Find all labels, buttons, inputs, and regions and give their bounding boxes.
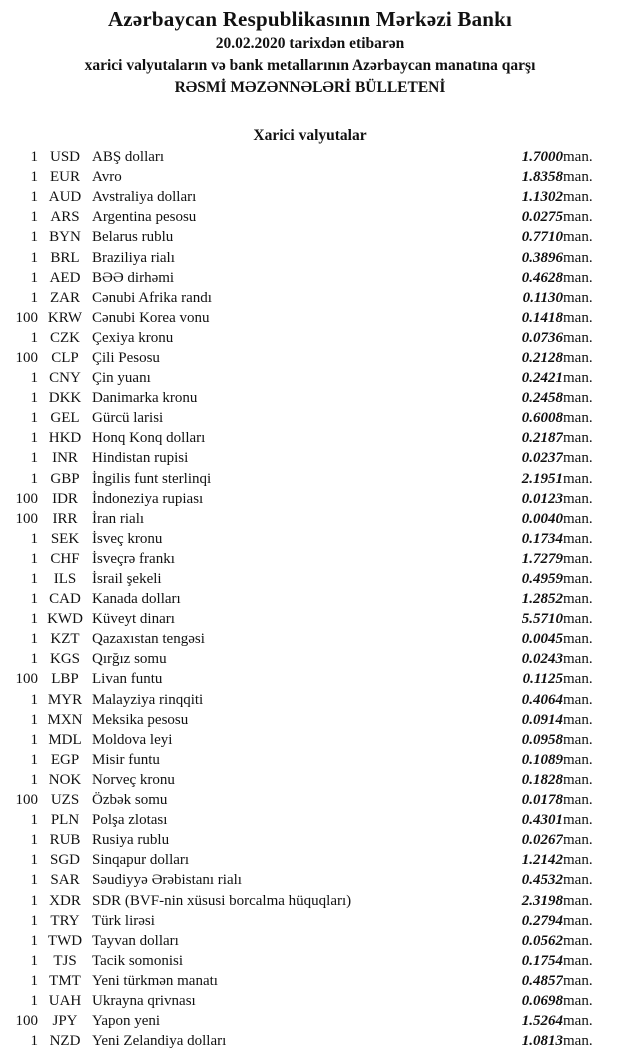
rate-value: 1.2852 xyxy=(521,591,563,608)
rate-value: 0.0736 xyxy=(521,329,563,346)
rate-row xyxy=(0,911,620,931)
bulletin-header xyxy=(0,0,620,99)
currency-name: Cənubi Afrika randı xyxy=(92,289,212,306)
currency-code: MXN xyxy=(47,711,83,728)
rate-value: 1.0813 xyxy=(521,1033,563,1050)
rate-row xyxy=(0,690,620,710)
rate-row xyxy=(0,247,620,267)
rate-row xyxy=(0,649,620,669)
unit-label: man. xyxy=(563,631,593,648)
quantity-value: 1 xyxy=(30,812,38,829)
currency-name: Qırğız somu xyxy=(92,651,167,668)
unit-label: man. xyxy=(563,591,593,608)
currency-name: Avro xyxy=(92,169,122,186)
quantity-value: 1 xyxy=(30,591,38,608)
unit-label: man. xyxy=(563,269,593,286)
rate-value: 1.1302 xyxy=(521,189,563,206)
rate-value: 0.4959 xyxy=(521,571,563,588)
rate-value: 2.3198 xyxy=(521,892,563,909)
rate-value: 0.6008 xyxy=(521,410,563,427)
currency-name: Tacik somonisi xyxy=(92,952,184,969)
unit-label: man. xyxy=(563,892,593,909)
currency-name: Qazaxıstan tengəsi xyxy=(92,631,205,648)
currency-code: NOK xyxy=(48,771,82,788)
currency-name: İran rialı xyxy=(92,510,145,527)
quantity-value: 1 xyxy=(30,711,38,728)
rate-value: 1.8358 xyxy=(521,169,563,186)
rate-row xyxy=(0,167,620,187)
unit-label: man. xyxy=(563,229,593,246)
currency-code: TMT xyxy=(49,972,81,989)
rate-row xyxy=(0,790,620,810)
rate-row xyxy=(0,388,620,408)
rate-row xyxy=(0,890,620,910)
quantity-value: 1 xyxy=(30,852,38,869)
unit-label: man. xyxy=(563,731,593,748)
rate-value: 0.0237 xyxy=(521,450,563,467)
rate-row xyxy=(0,529,620,549)
currency-code: AED xyxy=(49,269,81,286)
rate-row xyxy=(0,408,620,428)
quantity-value: 100 xyxy=(15,1013,38,1030)
rate-row xyxy=(0,308,620,328)
unit-label: man. xyxy=(563,972,593,989)
unit-label: man. xyxy=(563,611,593,628)
rate-value: 0.1089 xyxy=(521,751,563,768)
exchange-rates-table xyxy=(0,147,620,1051)
currency-code: XDR xyxy=(49,892,81,909)
currency-name: Norveç kronu xyxy=(92,771,175,788)
rate-value: 0.4301 xyxy=(521,812,563,829)
currency-code: KRW xyxy=(47,309,83,326)
currency-code: NZD xyxy=(49,1033,81,1050)
currency-name: SDR (BVF-nin xüsusi borcalma hüquqları) xyxy=(92,892,352,909)
unit-label: man. xyxy=(563,490,593,507)
rate-value: 0.0698 xyxy=(521,992,563,1009)
currency-code: SEK xyxy=(50,530,80,547)
quantity-value: 100 xyxy=(15,792,38,809)
currency-code: DKK xyxy=(48,390,82,407)
unit-label: man. xyxy=(563,571,593,588)
rate-value: 1.7279 xyxy=(521,550,563,567)
quantity-value: 100 xyxy=(15,349,38,366)
unit-label: man. xyxy=(563,450,593,467)
rate-value: 0.0178 xyxy=(521,792,563,809)
rate-value: 0.0243 xyxy=(521,651,563,668)
rate-value: 2.1951 xyxy=(521,470,563,487)
rate-row xyxy=(0,328,620,348)
rate-row xyxy=(0,971,620,991)
rate-value: 0.0045 xyxy=(521,631,563,648)
quantity-value: 100 xyxy=(15,671,38,688)
quantity-value: 1 xyxy=(30,631,38,648)
rate-row xyxy=(0,489,620,509)
currency-code: CLP xyxy=(51,349,79,366)
rate-value: 0.3896 xyxy=(521,249,563,266)
quantity-value: 1 xyxy=(30,952,38,969)
quantity-value: 1 xyxy=(30,269,38,286)
currency-code: JPY xyxy=(52,1013,78,1030)
currency-name: Moldova leyi xyxy=(92,731,173,748)
quantity-value: 1 xyxy=(30,751,38,768)
currency-name: Sinqapur dolları xyxy=(92,852,190,869)
rate-row xyxy=(0,991,620,1011)
rate-value: 0.2421 xyxy=(521,370,563,387)
currency-name: Çin yuanı xyxy=(92,370,151,387)
rate-row xyxy=(0,589,620,609)
bank-title: Azərbaycan Respublikasının Mərkəzi Bankı xyxy=(107,7,513,31)
currency-name: Türk lirəsi xyxy=(92,912,155,929)
rate-value: 0.0562 xyxy=(521,932,563,949)
quantity-value: 100 xyxy=(15,309,38,326)
currency-name: Malayziya rinqqiti xyxy=(92,691,204,708)
unit-label: man. xyxy=(563,771,593,788)
rate-value: 1.7000 xyxy=(521,149,563,166)
rate-value: 0.1754 xyxy=(521,952,563,969)
unit-label: man. xyxy=(563,1033,593,1050)
rate-value: 0.1418 xyxy=(521,309,563,326)
currency-name: Gürcü larisi xyxy=(92,410,164,427)
quantity-value: 1 xyxy=(30,992,38,1009)
currency-code: CHF xyxy=(50,550,80,567)
currency-name: İsveç kronu xyxy=(92,530,163,547)
unit-label: man. xyxy=(563,510,593,527)
rate-row xyxy=(0,268,620,288)
unit-label: man. xyxy=(563,430,593,447)
rate-value: 0.1125 xyxy=(522,671,563,688)
currency-code: USD xyxy=(49,149,80,166)
currency-code: CZK xyxy=(50,329,80,346)
rate-value: 0.0267 xyxy=(521,832,563,849)
quantity-value: 1 xyxy=(30,731,38,748)
unit-label: man. xyxy=(563,792,593,809)
unit-label: man. xyxy=(563,169,593,186)
unit-label: man. xyxy=(563,550,593,567)
currency-name: Danimarka kronu xyxy=(92,390,198,407)
rate-row xyxy=(0,288,620,308)
currency-code: LBP xyxy=(51,671,79,688)
quantity-value: 1 xyxy=(30,571,38,588)
rate-row xyxy=(0,1031,620,1051)
unit-label: man. xyxy=(563,751,593,768)
currency-code: RUB xyxy=(49,832,81,849)
currency-code: CAD xyxy=(49,591,81,608)
unit-label: man. xyxy=(563,329,593,346)
currency-code: CNY xyxy=(49,370,81,387)
currency-name: Çexiya kronu xyxy=(92,329,174,346)
currency-name: Hindistan rupisi xyxy=(92,450,189,467)
rate-row xyxy=(0,448,620,468)
unit-label: man. xyxy=(563,410,593,427)
currency-name: BƏƏ dirhəmi xyxy=(92,269,175,286)
currency-code: BRL xyxy=(50,249,80,266)
currency-code: MDL xyxy=(48,731,82,748)
currency-name: İsrail şekeli xyxy=(92,571,162,588)
quantity-value: 1 xyxy=(30,289,38,306)
currency-name: Çili Pesosu xyxy=(92,349,160,366)
currency-code: IRR xyxy=(52,510,78,527)
quantity-value: 1 xyxy=(30,892,38,909)
quantity-value: 1 xyxy=(30,450,38,467)
currency-code: GEL xyxy=(50,410,80,427)
rate-row xyxy=(0,669,620,689)
unit-label: man. xyxy=(563,209,593,226)
rate-row xyxy=(0,187,620,207)
currency-code: TRY xyxy=(50,912,80,929)
currency-name: Tayvan dolları xyxy=(92,932,179,949)
bulletin-title: RƏSMİ MƏZƏNNƏLƏRİ BÜLLETENİ xyxy=(174,79,446,96)
currency-name: Polşa zlotası xyxy=(92,812,168,829)
unit-label: man. xyxy=(563,530,593,547)
rate-value: 0.2187 xyxy=(521,430,563,447)
unit-label: man. xyxy=(563,671,593,688)
rate-value: 0.2128 xyxy=(521,349,563,366)
rate-value: 0.2794 xyxy=(521,912,563,929)
currency-name: Kanada dolları xyxy=(92,591,181,608)
currency-code: IDR xyxy=(52,490,78,507)
rate-row xyxy=(0,951,620,971)
rate-row xyxy=(0,770,620,790)
currency-name: Küveyt dinarı xyxy=(92,611,175,628)
quantity-value: 1 xyxy=(30,149,38,166)
currency-name: Honq Konq dolları xyxy=(92,430,206,447)
currency-code: AUD xyxy=(48,189,82,206)
rate-row xyxy=(0,609,620,629)
unit-label: man. xyxy=(563,912,593,929)
rate-row xyxy=(0,1011,620,1031)
unit-label: man. xyxy=(563,149,593,166)
currency-code: BYN xyxy=(49,229,81,246)
currency-name: Avstraliya dolları xyxy=(92,189,197,206)
currency-name: ABŞ dolları xyxy=(92,149,165,166)
quantity-value: 1 xyxy=(30,169,38,186)
currency-name: Livan funtu xyxy=(92,671,163,688)
unit-label: man. xyxy=(563,390,593,407)
rate-value: 0.0123 xyxy=(521,490,563,507)
rate-value: 0.1734 xyxy=(521,530,563,547)
effective-date-line: 20.02.2020 tarixdən etibarən xyxy=(215,35,405,52)
rate-row xyxy=(0,549,620,569)
quantity-value: 1 xyxy=(30,370,38,387)
quantity-value: 1 xyxy=(30,550,38,567)
rate-value: 0.0914 xyxy=(521,711,563,728)
rate-value: 0.7710 xyxy=(521,229,563,246)
currency-code: HKD xyxy=(48,430,82,447)
currency-name: İndoneziya rupiası xyxy=(92,490,204,507)
quantity-value: 1 xyxy=(30,832,38,849)
unit-label: man. xyxy=(563,1013,593,1030)
currency-name: İngilis funt sterlinqi xyxy=(92,470,212,487)
currency-name: Argentina pesosu xyxy=(92,209,197,226)
quantity-value: 1 xyxy=(30,329,38,346)
unit-label: man. xyxy=(563,249,593,266)
unit-label: man. xyxy=(563,470,593,487)
unit-label: man. xyxy=(563,349,593,366)
currency-code: EUR xyxy=(50,169,80,186)
quantity-value: 1 xyxy=(30,249,38,266)
unit-label: man. xyxy=(563,812,593,829)
currency-code: SGD xyxy=(49,852,80,869)
rate-value: 0.1828 xyxy=(521,771,563,788)
currency-code: ILS xyxy=(53,571,77,588)
currency-name: İsveçrə frankı xyxy=(92,550,175,567)
rate-row xyxy=(0,730,620,750)
currency-code: ARS xyxy=(50,209,80,226)
rate-row xyxy=(0,810,620,830)
rate-row xyxy=(0,368,620,388)
currency-name: Meksika pesosu xyxy=(92,711,189,728)
unit-label: man. xyxy=(563,832,593,849)
rate-row xyxy=(0,750,620,770)
quantity-value: 1 xyxy=(30,189,38,206)
currency-name: Özbək somu xyxy=(92,792,168,809)
quantity-value: 1 xyxy=(30,530,38,547)
rate-row xyxy=(0,428,620,448)
currency-code: ZAR xyxy=(50,289,80,306)
currency-code: SAR xyxy=(50,872,80,889)
quantity-value: 1 xyxy=(30,410,38,427)
rate-value: 0.1130 xyxy=(522,289,563,306)
currency-code: EGP xyxy=(50,751,80,768)
rate-row xyxy=(0,569,620,589)
rate-row xyxy=(0,629,620,649)
section-title-foreign-currencies: Xarici valyutalar xyxy=(253,127,367,144)
currency-code: UZS xyxy=(50,792,80,809)
currency-code: PLN xyxy=(50,812,80,829)
quantity-value: 1 xyxy=(30,691,38,708)
currency-code: INR xyxy=(52,450,78,467)
currency-name: Yeni türkmən manatı xyxy=(92,972,218,989)
currency-name: Rusiya rublu xyxy=(92,832,170,849)
quantity-value: 1 xyxy=(30,1033,38,1050)
currency-code: KGS xyxy=(49,651,80,668)
rate-value: 0.4532 xyxy=(521,872,563,889)
unit-label: man. xyxy=(563,691,593,708)
quantity-value: 1 xyxy=(30,872,38,889)
subtitle-line: xarici valyutaların və bank metallarının Azərbaycan manatına qarşı xyxy=(84,57,536,74)
rate-value: 0.4628 xyxy=(521,269,563,286)
currency-name: Yeni Zelandiya dolları xyxy=(92,1033,227,1050)
currency-code: MYR xyxy=(47,691,83,708)
rate-value: 0.0275 xyxy=(521,209,563,226)
currency-code: TJS xyxy=(53,952,77,969)
quantity-value: 1 xyxy=(30,470,38,487)
rate-row xyxy=(0,931,620,951)
unit-label: man. xyxy=(563,289,593,306)
rate-value: 1.2142 xyxy=(521,852,563,869)
quantity-value: 1 xyxy=(30,972,38,989)
unit-label: man. xyxy=(563,872,593,889)
rate-row xyxy=(0,348,620,368)
rate-value: 0.0958 xyxy=(521,731,563,748)
unit-label: man. xyxy=(563,711,593,728)
rate-row xyxy=(0,870,620,890)
quantity-value: 1 xyxy=(30,771,38,788)
currency-name: Ukrayna qrivnası xyxy=(92,992,196,1009)
quantity-value: 1 xyxy=(30,229,38,246)
quantity-value: 100 xyxy=(15,510,38,527)
rate-row xyxy=(0,207,620,227)
quantity-value: 1 xyxy=(30,430,38,447)
unit-label: man. xyxy=(563,189,593,206)
rate-value: 0.2458 xyxy=(521,390,563,407)
quantity-value: 100 xyxy=(15,490,38,507)
rate-row xyxy=(0,710,620,730)
rate-row xyxy=(0,227,620,247)
currency-code: TWD xyxy=(47,932,83,949)
rate-row xyxy=(0,850,620,870)
quantity-value: 1 xyxy=(30,651,38,668)
rate-row xyxy=(0,830,620,850)
unit-label: man. xyxy=(563,852,593,869)
rate-value: 0.4857 xyxy=(521,972,563,989)
currency-name: Cənubi Korea vonu xyxy=(92,309,210,326)
unit-label: man. xyxy=(563,952,593,969)
rate-value: 5.5710 xyxy=(521,611,563,628)
unit-label: man. xyxy=(563,370,593,387)
currency-name: Səudiyyə Ərəbistanı rialı xyxy=(92,872,242,889)
currency-code: UAH xyxy=(48,992,82,1009)
quantity-value: 1 xyxy=(30,611,38,628)
rate-value: 0.4064 xyxy=(521,691,563,708)
rate-row xyxy=(0,469,620,489)
rate-value: 0.0040 xyxy=(521,510,563,527)
unit-label: man. xyxy=(563,932,593,949)
currency-code: KZT xyxy=(50,631,80,648)
currency-code: KWD xyxy=(47,611,83,628)
currency-name: Braziliya rialı xyxy=(92,249,175,266)
rate-value: 1.5264 xyxy=(521,1013,563,1030)
quantity-value: 1 xyxy=(30,390,38,407)
currency-name: Misir funtu xyxy=(92,751,160,768)
unit-label: man. xyxy=(563,992,593,1009)
quantity-value: 1 xyxy=(30,209,38,226)
rate-row xyxy=(0,147,620,167)
unit-label: man. xyxy=(563,651,593,668)
quantity-value: 1 xyxy=(30,932,38,949)
currency-code: GBP xyxy=(50,470,80,487)
rate-row xyxy=(0,509,620,529)
unit-label: man. xyxy=(563,309,593,326)
currency-name: Yapon yeni xyxy=(92,1013,161,1030)
quantity-value: 1 xyxy=(30,912,38,929)
currency-name: Belarus rublu xyxy=(92,229,174,246)
